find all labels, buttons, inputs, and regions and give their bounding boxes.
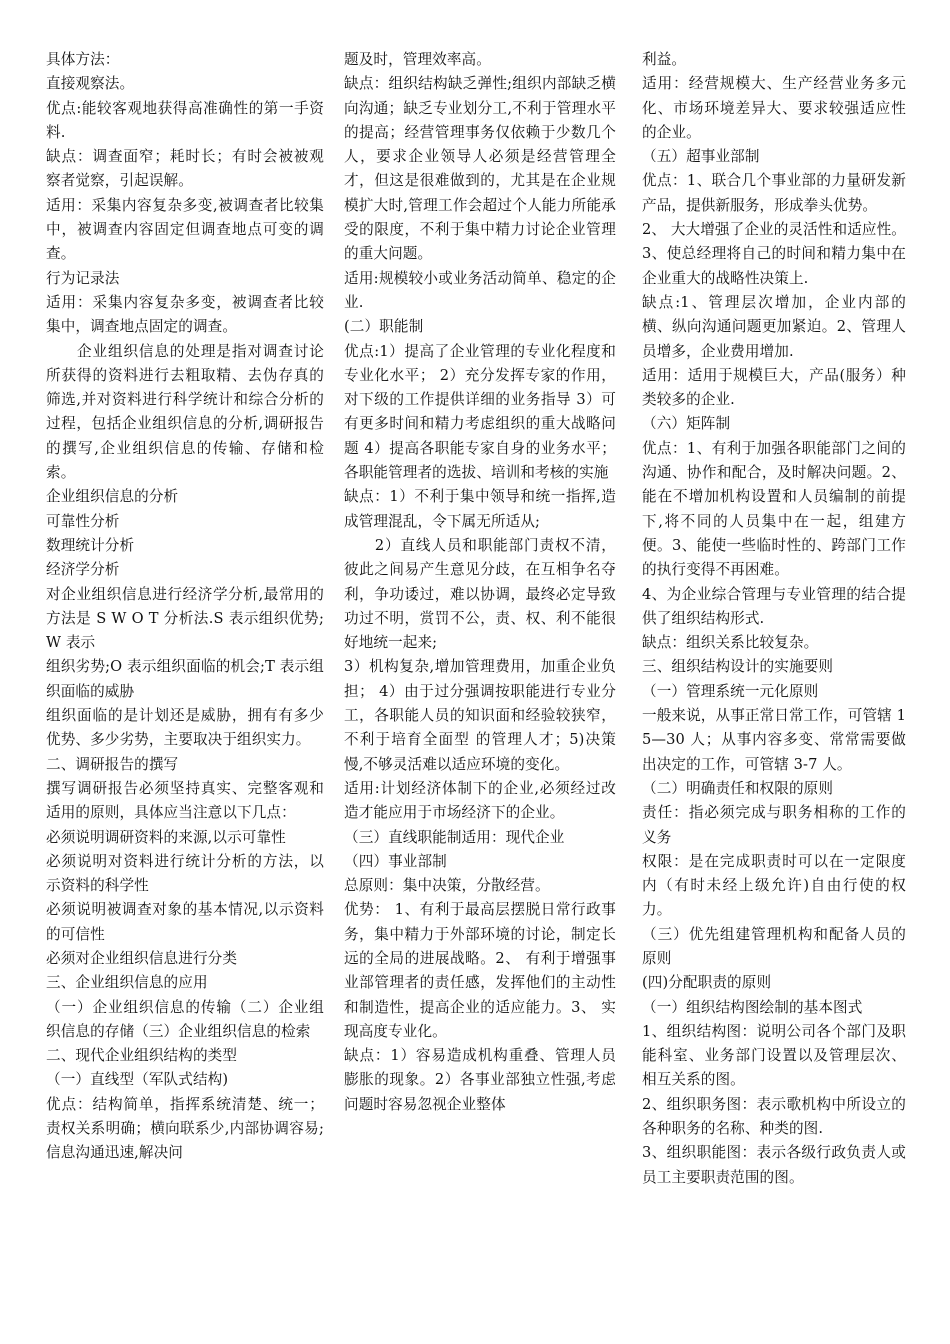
paragraph: 缺点：组织关系比较复杂。: [642, 634, 819, 652]
paragraph: 一般来说，从事正常日常工作，可管辖 15—30 人；从事内容多变、常常需要做出决定的工作，可管辖 3-7 人。: [642, 707, 906, 773]
paragraph: 3、组织职能图：表示各级行政负责人或员工主要职责范围的图。: [642, 1144, 906, 1186]
paragraph: 1、组织结构图：说明公司各个部门及职能科室、业务部门设置以及管理层次、相互关系的图。: [642, 1022, 906, 1089]
paragraph: 4、为企业综合管理与专业管理的结合提供了组织结构形式.: [642, 585, 906, 627]
paragraph: 缺点：1）容易造成机构重叠、管理人员膨胀的现象。2）各事业部独立性强,考虑问题时容易忽视企业整体: [344, 1047, 616, 1113]
paragraph: 必须说明被调查对象的基本情况,以示资料的可信性: [46, 901, 324, 943]
paragraph: （一）组织结构图绘制的基本图式: [642, 998, 863, 1016]
paragraph: (二）职能制: [344, 318, 424, 336]
paragraph: （三）优先组建管理机构和配备人员的原则: [642, 925, 906, 967]
paragraph: 对企业组织信息进行经济学分析,最常用的方法是 S W O T 分析法.S 表示组织优势;W 表示: [46, 585, 324, 652]
paragraph: （四）事业部制: [344, 852, 447, 870]
paragraph: 可靠性分析: [46, 512, 120, 530]
text-column-right: [642, 48, 906, 1190]
paragraph: 缺点：组织结构缺乏弹性;组织内部缺乏横向沟通；缺乏专业划分工,不利于管理水平的提高；经营管理事务仅依赖于少数几个人，要求企业领导人必须是经营管理全才，但这是很难做到的，尤其是在企业规模扩大时,管理工作会超过个人能力所能承受的限度，不利于集中精力讨论企业管理的重大问题。: [344, 75, 616, 263]
paragraph: 缺点：1）不利于集中领导和统一指挥,造成管理混乱，令下属无所适从;: [344, 488, 616, 530]
paragraph: 优点：1、联合几个事业部的力量研发新产品，提供新服务，形成拳头优势。: [642, 172, 906, 214]
paragraph: 适用：采集内容复杂多变，被调查者比较集中，调查地点固定的调查。: [46, 293, 324, 336]
paragraph: 适用：经营规模大、生产经营业务多元化、市场环境差异大、要求较强适应性的企业。: [642, 75, 906, 141]
paragraph: 优点:能较客观地获得高准确性的第一手资料.: [46, 99, 324, 141]
paragraph: 具体方法：: [46, 51, 120, 68]
paragraph: 二、现代企业组织结构的类型: [46, 1047, 238, 1065]
paragraph: （二）明确责任和权限的原则: [642, 779, 834, 797]
paragraph: 2、 大大增强了企业的灵活性和适应性。3、使总经理将自己的时间和精力集中在企业重大的战略性决策上.: [642, 221, 906, 287]
paragraph: 二、调研报告的撰写: [46, 755, 179, 773]
paragraph: 2）直线人员和职能部门责权不清，彼此之间易产生意见分歧，在互相争名夺利，争功诿过，难以协调，最终必定导致功过不明，赏罚不公，责、权、利不能很好地统一起来;: [344, 536, 616, 652]
paragraph: 三、企业组织信息的应用: [46, 974, 208, 992]
paragraph: 必须说明调研资料的来源,以示可靠性: [46, 828, 286, 846]
paragraph: 撰写调研报告必须坚持真实、完整客观和适用的原则，具体应当注意以下几点：: [46, 779, 324, 822]
paragraph: 适用：适用于规模巨大，产品(服务）种类较多的企业.: [642, 366, 906, 409]
paragraph: （一）直线型（军队式结构): [46, 1071, 229, 1089]
paragraph: 缺点:1、管理层次增加，企业内部的横、纵向沟通问题更加紧迫。2、管理人员增多，企业费用增加.: [642, 293, 906, 360]
paragraph: 责任：指必须完成与职务相称的工作的义务: [642, 804, 906, 846]
paragraph: 三、组织结构设计的实施要则: [642, 658, 834, 676]
paragraph: 必须对企业组织信息进行分类: [46, 949, 238, 967]
paragraph: （一）管理系统一元化原则: [642, 682, 819, 700]
paragraph: 利益。: [642, 51, 687, 68]
paragraph: 必须说明对资料进行统计分析的方法，以示资料的科学性: [46, 852, 324, 895]
paragraph: 权限：是在完成职责时可以在一定限度内（有时未经上级允许)自由行使的权力。: [642, 852, 906, 919]
paragraph: 适用：采集内容复杂多变,被调查者比较集中，被调查内容固定但调查地点可变的调查。: [46, 196, 324, 263]
paragraph: 直接观察法。: [46, 75, 135, 93]
paragraph: （五）超事业部制: [642, 148, 760, 166]
paragraph: 优点:1）提高了企业管理的专业化程度和专业化水平； 2）充分发挥专家的作用，对下级的工作提供详细的业务指导 3）可有更多时间和精力考虑组织的重大战略问题 4）提高各职能专家自身的业务水平；各职能管理者的选拔、培训和考核的实施: [344, 342, 616, 482]
paragraph: 组织劣势;O 表示组织面临的机会;T 表示组织面临的威胁: [46, 658, 324, 700]
paragraph: 题及时，管理效率高。: [344, 51, 491, 68]
paragraph: (四)分配职责的原则: [642, 974, 772, 992]
paragraph: （六）矩阵制: [642, 415, 731, 433]
paragraph: 2、组织职务图：表示歌机构中所设立的各种职务的名称、种类的图.: [642, 1095, 906, 1138]
paragraph: 行为记录法: [46, 269, 120, 287]
paragraph: 3）机构复杂,增加管理费用，加重企业负担； 4）由于过分强调按职能进行专业分工，各职能人员的知识面和经验较狭窄，不利于培育全面型 的管理人才；5)决策慢,不够灵活难以适应环境的变化。: [344, 658, 616, 773]
paragraph: 组织面临的是计划还是威胁，拥有有多少优势、多少劣势，主要取决于组织实力。: [46, 707, 324, 749]
paragraph: 总原则：集中决策，分散经营。: [344, 877, 550, 895]
paragraph: 企业组织信息的分析: [46, 488, 179, 506]
paragraph: 优势： 1、有利于最高层摆脱日常行政事务，集中精力于外部环境的讨论，制定长远的全局的进展战略。2、 有利于增强事业部管理者的责任感，发挥他们的主动性和制造性，提高企业的适应能力。3、 实现高度专业化。: [344, 901, 616, 1040]
paragraph: 优点：结构简单，指挥系统清楚、统一；责权关系明确；横向联系少,内部协调容易;信息沟通迅速,解决问: [46, 1095, 324, 1162]
text-column-left: [46, 48, 324, 1166]
paragraph: （三）直线职能制适用：现代企业: [344, 828, 565, 846]
paragraph: 数理统计分析: [46, 536, 135, 554]
paragraph: （一）企业组织信息的传输（二）企业组织信息的存储（三）企业组织信息的检索: [46, 998, 324, 1040]
paragraph: 适用:计划经济体制下的企业,必须经过改造才能应用于市场经济下的企业。: [344, 779, 616, 822]
paragraph: 企业组织信息的处理是指对调查讨论所获得的资料进行去粗取精、去伪存真的筛选,并对资料进行科学统计和综合分析的过程，包括企业组织信息的分析,调研报告的撰写,企业组织信息的传输、存储和检索。: [46, 342, 324, 482]
paragraph: 适用:规模较小或业务活动简单、稳定的企业.: [344, 269, 616, 311]
text-column-middle: [344, 48, 616, 1117]
paragraph: 经济学分析: [46, 561, 120, 579]
paragraph: 缺点：调查面窄；耗时长；有时会被被观察者觉察，引起误解。: [46, 148, 324, 190]
paragraph: 优点：1、有利于加强各职能部门之间的沟通、协作和配合，及时解决问题。2、能在不增加机构设置和人员编制的前提下,将不同的人员集中在一起，组建方便。3、能使一些临时性的、跨部门工作的执行变得不再困难。: [642, 439, 906, 579]
